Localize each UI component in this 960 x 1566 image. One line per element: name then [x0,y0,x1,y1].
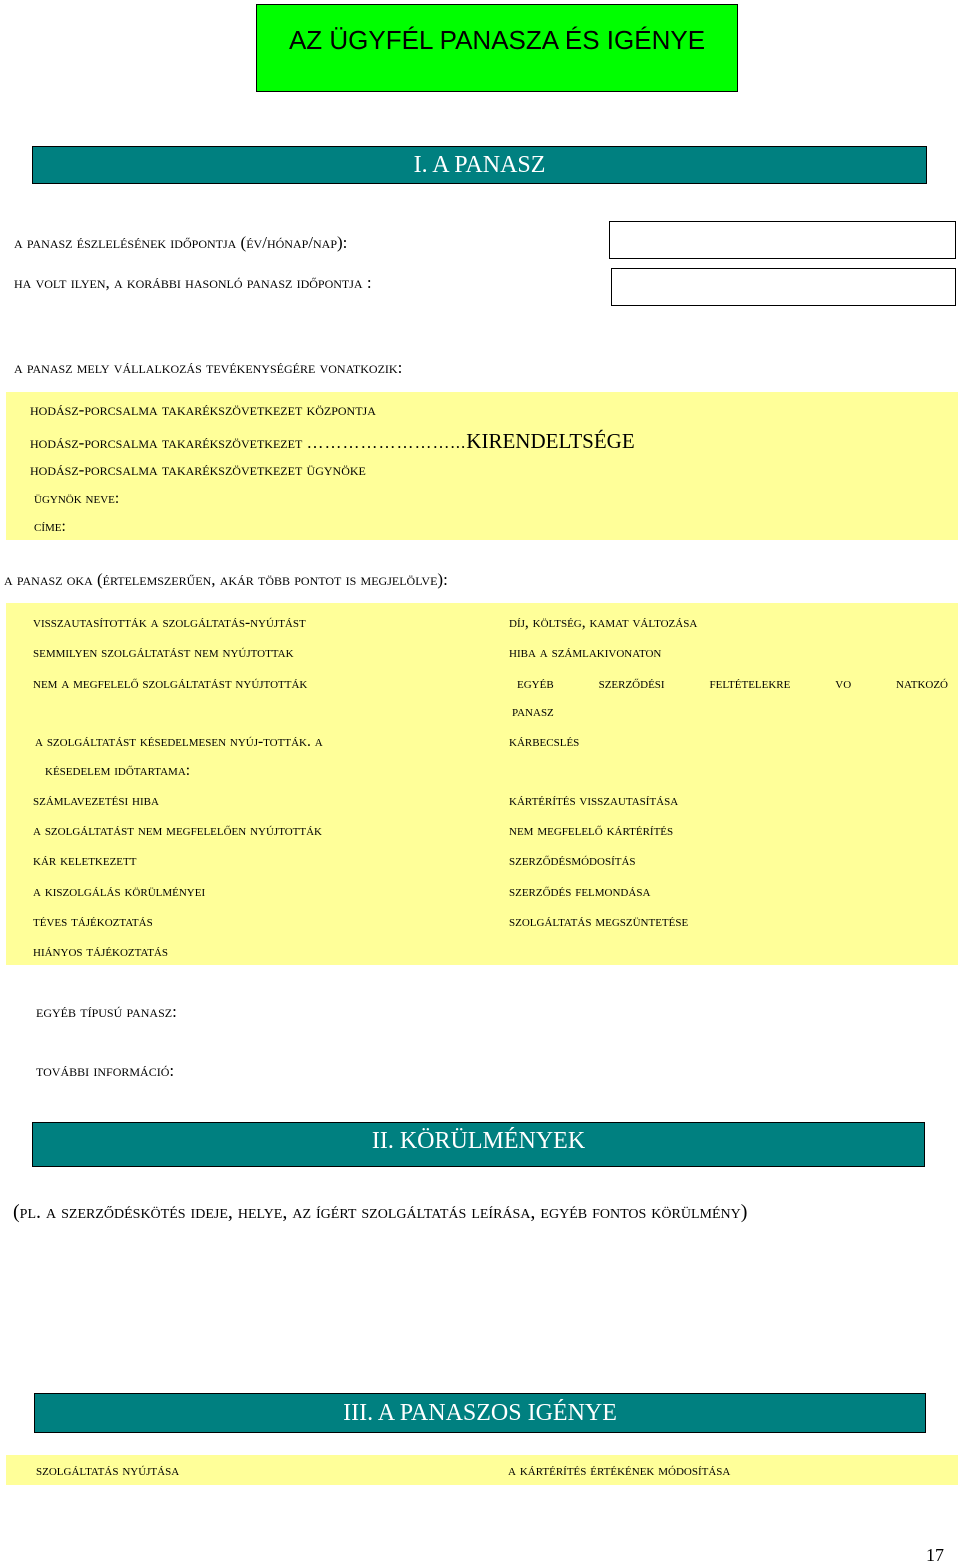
previous-date-label: ha volt ilyen, a korábbi hasonló panasz időpontja : [14,273,372,292]
reason-right-item[interactable]: szerződés felmondása [509,883,651,900]
agent-address-label: címe: [34,518,66,535]
page-number: 17 [926,1545,944,1565]
branch-prefix: hodász-porcsalma takarékszövetkezet [30,433,303,452]
business-option-agent[interactable]: hodász-porcsalma takarékszövetkezet ügynöke [30,460,366,479]
reason-left-item[interactable] [35,733,473,751]
section-3-header [34,1393,926,1433]
business-label: a panasz mely vállalkozás tevékenységére vonatkozik: [14,358,403,377]
section-1-title: I. A PANASZ [413,151,546,178]
section-1-header [32,146,927,184]
agent-name-label: ügynök neve: [34,490,120,507]
reason-right-item[interactable]: hiba a számlakivonaton [509,644,662,661]
reason-left-item[interactable]: téves tájékoztatás [33,913,153,930]
reason-right-item-continued: panasz [512,703,554,720]
section-3-title: III. A PANASZOS IGÉNYE [343,1399,617,1426]
reason-label: a panasz oka (értelemszerűen, akár több pontot is megjelölve): [4,570,448,589]
reason-right-item[interactable]: szolgáltatás megszüntetése [509,913,689,930]
reason-right-item[interactable]: díj, költség, kamat változása [509,614,698,631]
claim-option-compensation[interactable]: a kártérítés értékének módosítása [508,1462,731,1479]
detected-date-label: a panasz észlelésének időpontja (év/hónap/nap): [14,233,348,252]
reason-right-item[interactable]: nem megfelelő kártérítés [509,822,674,839]
reason-left-item[interactable]: hiányos tájékoztatás [33,943,168,960]
business-option-central[interactable]: hodász-porcsalma takarékszövetkezet központja [30,400,376,419]
reason-left-item[interactable]: semmilyen szolgáltatást nem nyújtottak [33,644,294,661]
reason-right-item[interactable]: szerződésmódosítás [509,852,636,869]
section-2-title: II. KÖRÜLMÉNYEK [371,1128,586,1154]
reason-left-item[interactable]: számlavezetési hiba [33,792,159,809]
more-info-label: további információ: [36,1061,175,1080]
section-2-header [32,1122,925,1167]
other-type-label: egyéb típusú panasz: [36,1002,177,1021]
reason-left-item[interactable]: a szolgáltatást nem megfelelően nyújtották [33,822,322,839]
reason-left-item-continued: késedelem időtartama: [45,762,191,779]
reason-left-text: a szolgáltatást késedelmesen nyúj-tották. a [35,733,323,750]
previous-date-input[interactable] [611,268,956,306]
claim-option-service[interactable]: szolgáltatás nyújtása [36,1462,180,1479]
reason-left-item[interactable]: a kiszolgálás körülményei [33,883,206,900]
branch-suffix: KIRENDELTSÉGE [466,429,635,453]
reason-left-item[interactable]: kár keletkezett [33,852,137,869]
form-title-box [256,4,738,92]
reason-right-item[interactable]: egyéb szerződési feltételekre vo natkozó [517,675,948,692]
circumstances-description: (pl. a szerződéskötés ideje, helye, az ígért szolgáltatás leírása, egyéb fontos körülmény) [13,1201,748,1223]
detected-date-input[interactable] [609,221,956,259]
form-title: AZ ÜGYFÉL PANASZA ÉS IGÉNYE [288,24,706,55]
reason-right-item[interactable]: kárbecslés [509,733,580,750]
reason-left-item[interactable]: visszautasították a szolgáltatás-nyújtást [33,614,306,631]
reason-left-item[interactable]: nem a megfelelő szolgáltatást nyújtották [33,675,308,692]
reason-right-item[interactable]: kártérítés visszautasítása [509,792,679,809]
business-option-branch[interactable] [30,429,635,454]
branch-dots[interactable]: ……………………... [306,433,467,452]
